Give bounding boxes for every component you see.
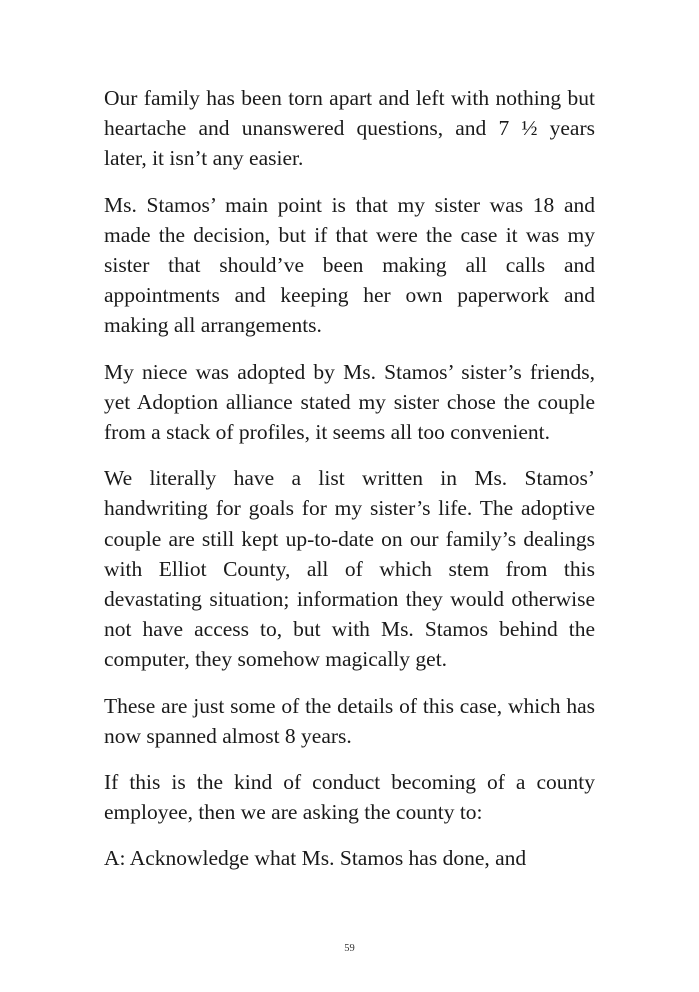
paragraph-5: These are just some of the details of this case, which has now spanned almost 8 years. bbox=[104, 693, 595, 748]
paragraph-2: Ms. Stamos’ main point is that my sister was 18 and made the decision, but if that were the case it was my sister that should’ve been making all calls and appointments and keeping her own paperwork and making all arrangements. bbox=[104, 192, 595, 338]
paragraph-7: A: Acknowledge what Ms. Stamos has done, and bbox=[104, 846, 527, 871]
page-number: 59 bbox=[344, 943, 355, 954]
paragraph-6: If this is the kind of conduct becoming of a county employee, then we are asking the county to: bbox=[104, 770, 595, 825]
body-text bbox=[104, 83, 595, 874]
paragraph-4: We literally have a list written in Ms. Stamos’ handwriting for goals for my sister’s life. The adoptive couple are still kept up-to-date on our family’s dealings with Elliot County, all of which stem from this devastating situation; information they would otherwise not have access to, but with Ms. Stamos behind the computer, they somehow magically get. bbox=[104, 466, 595, 672]
paragraph-3: My niece was adopted by Ms. Stamos’ sister’s friends, yet Adoption alliance stated my sister chose the couple from a stack of profiles, it seems all too convenient. bbox=[104, 359, 595, 445]
paragraph-1: Our family has been torn apart and left with nothing but heartache and unanswered questions, and 7 ½ years later, it isn’t any easier. bbox=[104, 86, 595, 171]
